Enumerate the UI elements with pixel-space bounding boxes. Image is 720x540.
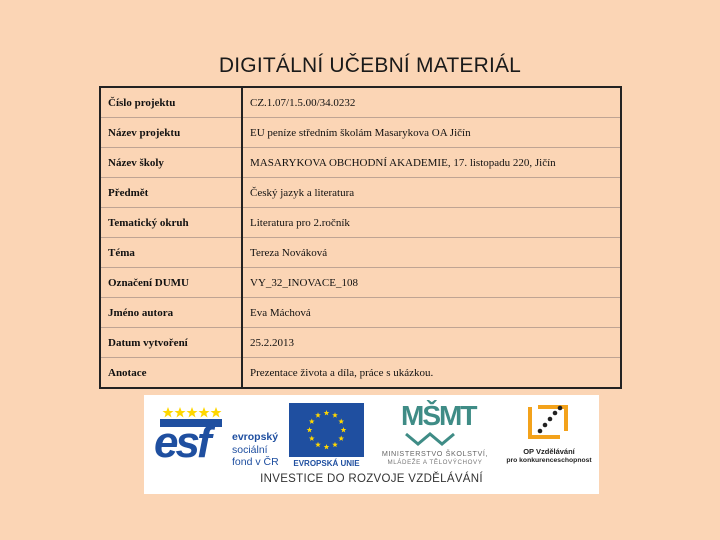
funding-logos-banner (144, 395, 599, 494)
esf-line2: sociální (232, 444, 268, 456)
row-key: Název projektu (100, 118, 242, 148)
eu-flag-icon (289, 403, 364, 457)
table-row (100, 148, 621, 178)
row-key: Anotace (100, 358, 242, 389)
table-row (100, 118, 621, 148)
esf-mark-text: esf (154, 418, 209, 467)
table-row (100, 328, 621, 358)
row-key: Téma (100, 238, 242, 268)
row-value: Literatura pro 2.ročník (242, 208, 621, 238)
esf-line1: evropský (232, 431, 279, 443)
row-key: Předmět (100, 178, 242, 208)
row-value: Český jazyk a literatura (242, 178, 621, 208)
op-logo (504, 401, 594, 475)
esf-line3: fond v ČR (232, 456, 279, 468)
row-value: 25.2.2013 (242, 328, 621, 358)
row-key: Název školy (100, 148, 242, 178)
row-value: Tereza Nováková (242, 238, 621, 268)
table-row (100, 358, 621, 389)
page-title: DIGITÁLNÍ UČEBNÍ MATERIÁL (218, 54, 522, 77)
row-value: EU peníze středním školám Masarykova OA Jičín (242, 118, 621, 148)
row-value: CZ.1.07/1.5.00/34.0232 (242, 87, 621, 118)
row-value: Prezentace života a díla, práce s ukázkou. (242, 358, 621, 389)
row-key: Datum vytvoření (100, 328, 242, 358)
msmt-emblem-icon (404, 432, 464, 446)
row-key: Označení DUMU (100, 268, 242, 298)
row-value: Eva Máchová (242, 298, 621, 328)
row-key: Číslo projektu (100, 87, 242, 118)
table-row (100, 178, 621, 208)
msmt-line1: MINISTERSTVO ŠKOLSTVÍ, (381, 449, 489, 458)
eu-logo (289, 403, 364, 471)
op-line2: pro konkurenceschopnost (506, 457, 592, 464)
msmt-line2: MLÁDEŽE A TĚLOVÝCHOVY (387, 459, 483, 466)
op-mark-icon (504, 401, 594, 445)
eu-label: EVROPSKÁ UNIE (293, 459, 360, 468)
op-line1: OP Vzdělávání (523, 447, 575, 456)
table-row (100, 87, 621, 118)
table-row (100, 208, 621, 238)
table-row (100, 238, 621, 268)
row-key: Tematický okruh (100, 208, 242, 238)
row-value: VY_32_INOVACE_108 (242, 268, 621, 298)
table-row (100, 298, 621, 328)
row-key: Jméno autora (100, 298, 242, 328)
esf-logo (154, 403, 282, 471)
msmt-mark-text: MŠMT (401, 400, 476, 431)
investment-tagline: INVESTICE DO ROZVOJE VZDĚLÁVÁNÍ (260, 473, 483, 485)
project-info-table (99, 86, 622, 389)
row-value: MASARYKOVA OBCHODNÍ AKADEMIE, 17. listopadu 220, Jičín (242, 148, 621, 178)
table-row (100, 268, 621, 298)
msmt-logo (370, 399, 500, 473)
